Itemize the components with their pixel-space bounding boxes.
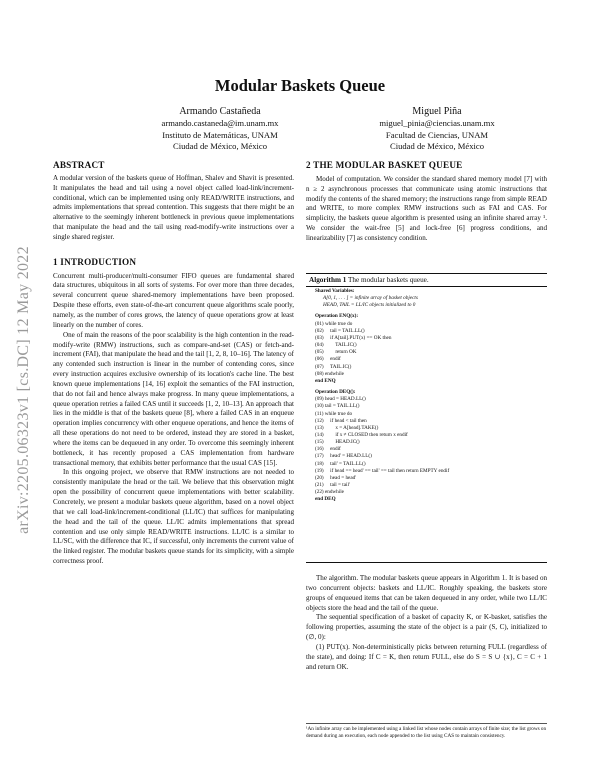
algorithm-line: (19) if head == head' == tail' == tail then return EMPTY endif: [315, 467, 450, 474]
algorithm-line: (21) tail = tail': [315, 482, 350, 489]
intro-paragraph-2: One of main the reasons of the poor scalability is the high contention in the read-modify-write (RMW) instructions, such as compare-and-set (CAS) or fetch-and-increment (FAI), that manipulate the head and the tail [1, 2, 8, 10–16]. The latency of any contended such instruction is linear in the number of contending cores, since every instruction acquires exclusive ownership of its location's cache line. The best known queue implementations [14, 16] exploit the semantics of the FAI instruction, that do not fail and hence always make progress. In many queue implementations, a queue operation retries a failed CAS until it succeeds [1, 2, 10–13]. An approach that lies in the middle is that of the baskets queue [8], where a failed CAS in an enqueue operation implies concurrency with other enqueue operations, and hence the items of all these operations do not need to be ordered, instead they are stored in a basket, where the items can be dequeued in any order. To overcome this seemingly inherent bottleneck, it has recently proposed a CAS implementation from hardware transactional memory, that exhibits better performance that the usual CAS [15].: [53, 330, 294, 467]
section-1-heading: 1 INTRODUCTION: [53, 256, 137, 267]
algorithm-paragraph: The algorithm. The modular baskets queue appears in Algorithm 1. It is based on two concurrent objects: baskets and LL/IC. Roughly speaking, the baskets store groups of enqueued items that can be taken dequeued in any order, while two LL/IC objects store the head and the tail of the queue.: [306, 574, 547, 612]
algorithm-line: (20) head = head': [315, 474, 357, 481]
algorithm-caption: [306, 274, 547, 287]
algorithm-box: [306, 273, 547, 563]
algorithm-line: (04) TAIL.IC(): [315, 342, 357, 349]
paper-title: Modular Baskets Queue: [214, 76, 386, 95]
intro-paragraph-1: Concurrent multi-producer/multi-consumer FIFO queues are fundamental shared data structures, ubiquitous in all sorts of systems. For over more than three decades, several concurrent queue shared-memory implementations have been proposed. Despite these efforts, even state-of-the-art concurrent queue algorithms scale poorly, namely, as the number of cores grows, the latency of queue operations grow at least linearly on the number of cores.: [53, 271, 294, 329]
algorithm-caption-text: The modular baskets queue.: [348, 276, 429, 284]
author-email[interactable]: armando.castaneda@im.unam.mx: [161, 118, 279, 128]
arxiv-identifier: arXiv:2205.06323v1 [cs.DC] 12 May 2022: [15, 246, 32, 534]
left-column: [53, 161, 294, 567]
intro-paragraph-3: In this ongoing project, we observe that RMW instructions are not needed to consistently manipulate the head or the tail. We believe that this observation might open the possibility of concurrent queue implementations with better scalability. Concretely, we present a modular baskets queue algorithm, based on a novel object that we call load-link/increment-conditional (LL/IC) that suffices for manipulating the head and the tail of the queue. LL/IC admits implementations that spread contention and use only simple READ/WRITE instructions. LL/IC is a similar to LL/SC, with the difference that IC, if successful, only increments the current value of the linked register. The modular baskets queue stands for its simplicity, with a simple correctness proof.: [53, 468, 294, 566]
algorithm-line: end ENQ: [315, 377, 336, 384]
put-spec-paragraph: (1) PUT(x). Non-deterministically picks between returning FULL (regardless of the state), and doing: If C = K, then return FULL, else do S = S ∪ {x}, C = C + 1 and return OK.: [306, 642, 547, 671]
algorithm-line: (10) tail = TAIL.LL(): [315, 403, 360, 410]
algorithm-line: (22) endwhile: [315, 489, 344, 496]
algorithm-line: A[0, 1, . . . ] = infinite array of basket objects: [323, 295, 418, 302]
section-2-bottom: [306, 574, 547, 672]
footnote: ¹An infinite array can be implemented using a linked list whose nodes contain arrays of finite size; the list grows on demand during an execution, each node appended to the list using CAS to maintain consistency.: [306, 723, 547, 740]
algorithm-line: (15) HEAD.IC(): [315, 439, 360, 446]
author-block-2: [337, 106, 537, 153]
arxiv-sidebar: [10, 180, 38, 600]
abstract-heading: ABSTRACT: [53, 160, 105, 170]
algorithm-line: Operation DEQ():: [315, 389, 356, 396]
author-email[interactable]: miguel_pinia@ciencias.unam.mx: [379, 118, 495, 128]
algorithm-line: (09) head = HEAD.LL(): [315, 396, 366, 403]
algorithm-line: (16) endif: [315, 446, 341, 453]
algorithm-line: (13) x = A[head].TAKE(): [315, 424, 379, 431]
author-block-1: [120, 106, 320, 153]
author-affiliation: Facultad de Ciencias, UNAM: [385, 129, 489, 140]
algorithm-line: (06) endif: [315, 356, 341, 363]
algorithm-line: Shared Variables:: [315, 288, 355, 294]
algorithm-line: Operation ENQ(x):: [315, 313, 359, 320]
algorithm-line: (17) head' = HEAD.LL(): [315, 453, 372, 460]
algorithm-line: (14) if x ≠ CLOSED then return x endif: [315, 431, 408, 438]
author-affiliation: Instituto de Matemáticas, UNAM: [162, 129, 278, 140]
algorithm-line: (05) return OK: [315, 349, 357, 356]
algorithm-label: Algorithm 1: [309, 276, 347, 284]
basket-spec-paragraph: The sequential specification of a basket of capacity K, or K-basket, satisfies the following properties, assuming the state of the object is a pair (S, C), initialized to (∅, 0):: [306, 613, 547, 642]
abstract-text: A modular version of the baskets queue of Hoffman, Shalev and Shavit is presented. It manipulates the head and tail using a novel object called load-link/increment-conditional, which can be implemented using only READ/WRITE instructions, and admits implementations that spread contention. This suggests that there might be an alternative to the seemingly inherent bottleneck in previous queue implementations that manipulate the head and the tail using read-modify-write instructions over a single shared register.: [53, 173, 294, 241]
algorithm-line: (08) endwhile: [315, 370, 344, 377]
algorithm-line: (07) TAIL.IC(): [315, 363, 352, 370]
author-name: Miguel Piña: [412, 106, 462, 117]
algorithm-line: (12) if head < tail then: [315, 417, 367, 424]
algorithm-line: (18) tail' = TAIL.LL(): [315, 460, 366, 467]
model-paragraph: Model of computation. We consider the standard shared memory model [7] with n ≥ 2 asynchronous processes that communicate using atomic instructions that modify the contents of the shared memory; the instructions range from simple READ and WRITE, to more complex RMW instructions such as FAI and CAS. For simplicity, the baskets queue algorithm is presented using an infinite shared array ¹. We consider the wait-free [5] and lock-free [6] progress conditions, and linearizability [7] as consistency condition.: [306, 174, 547, 242]
algorithm-line: (02) tail = TAIL.LL(): [315, 327, 365, 334]
author-name: Armando Castañeda: [179, 106, 261, 117]
author-location: Ciudad de México, México: [172, 141, 268, 151]
algorithm-line: HEAD, TAIL = LL/IC objects initialized to 0: [323, 302, 416, 309]
algorithm-line: (11) while true do: [315, 410, 353, 417]
author-location: Ciudad de México, México: [389, 141, 485, 151]
algorithm-line: end DEQ: [315, 496, 336, 503]
section-2-heading: 2 THE MODULAR BASKET QUEUE: [306, 160, 463, 170]
algorithm-code: [306, 287, 547, 504]
algorithm-line: (03) if A[tail].PUT(x) == OK then: [315, 334, 392, 341]
algorithm-line: (01) while true do: [315, 320, 353, 327]
section-2-top: [306, 161, 547, 244]
